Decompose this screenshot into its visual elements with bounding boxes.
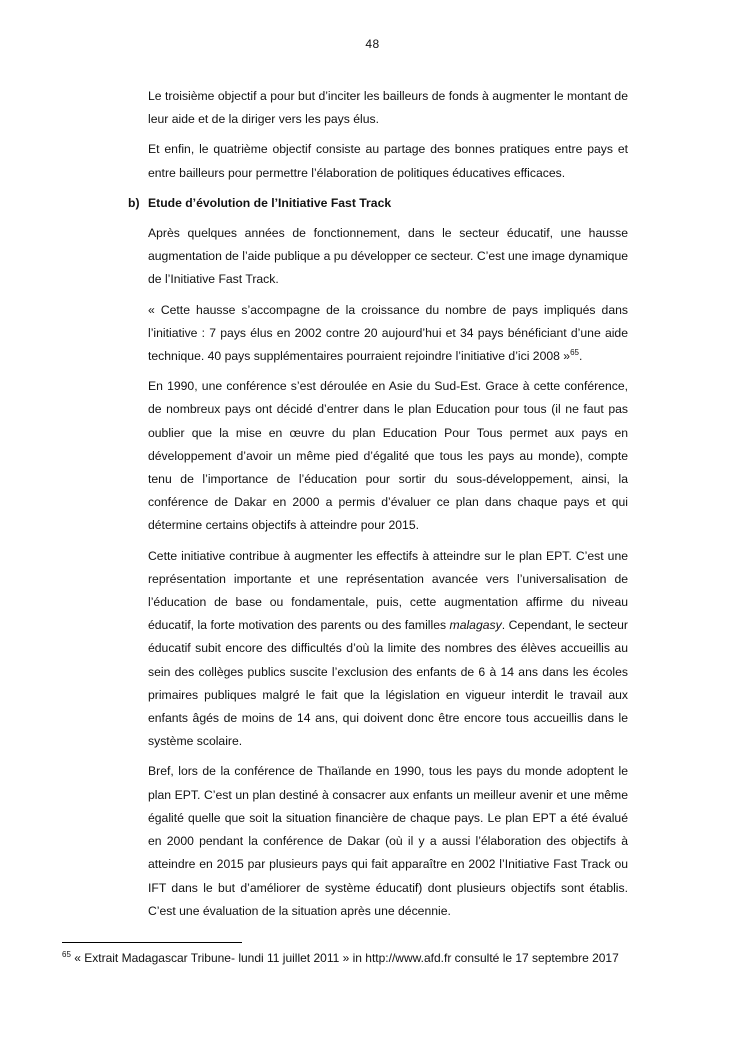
footnote-reference: 65	[570, 347, 579, 357]
initiative-text-start: Cette initiative contribue à augmenter les effectifs à atteindre sur le plan EPT. C’est une représentation importante et une représentation avancée vers l’universalisation de l’éducation de base ou fondamentale, puis, cette augmentation affirme du niveau éducatif, la forte motivation des parents ou des familles	[148, 548, 628, 633]
paragraph-evolution: Après quelques années de fonctionnement, dans le secteur éducatif, une hausse augmentation de l’aide publique a pu développer ce secteur. C’est une image dynamique de l’Initiative Fast Track.	[148, 226, 628, 287]
footnote	[62, 950, 682, 966]
paragraph-summary: Bref, lors de la conférence de Thaïlande en 1990, tous les pays du monde adoptent le plan EPT. C’est un plan destiné à consacrer aux enfants un meilleur avenir et une même égalité quelle que soit la situation financière de chaque pays. Le plan EPT a été évalué en 2000 pendant la conférence de Dakar (où il y a aussi l’élaboration des objectifs à atteindre en 2015 par plusieurs pays qui fait apparaître en 2002 l’Initiative Fast Track ou IFT dans le but d’améliorer de système éducatif) dont plusieurs objectifs sont établis. C’est une évaluation de la situation après une décennie.	[148, 764, 628, 918]
paragraph-third-objective: Le troisième objectif a pour but d’inciter les bailleurs de fonds à augmenter le montant de leur aide et de la diriger vers les pays élus.	[148, 89, 628, 127]
body-text	[128, 85, 628, 930]
paragraph-conference-1990: En 1990, une conférence s’est déroulée en Asie du Sud-Est. Grace à cette conférence, de nombreux pays ont décidé d’entrer dans le plan Education pour tous (il ne faut pas oublier que la mise en œuvre du plan Education Pour Tous permet aux pays en développement d’avoir un même pied d’égalité que tous les pays au monde), compte tenu de l’importance de l’éducation pour sortir du sous-développement, ainsi, la conférence de Dakar en 2000 a permis d’évaluer ce plan dans chaque pays et qui détermine certains objectifs à atteindre pour 2015.	[148, 379, 628, 533]
initiative-text-end: . Cependant, le secteur éducatif subit encore des difficultés d’où la limite des nombres des élèves accueillis au sein des collèges publics suscite l’exclusion des enfants de 6 à 14 ans dans les écoles primaires publiques malgré le fait que la législation en vigueur interdit le travail aux enfants âgés de moins de 14 ans, qui doivent donc être encore tous accueillis dans le système scolaire.	[148, 618, 628, 749]
quote-end: .	[578, 349, 583, 364]
footnote-number: 65	[62, 950, 71, 959]
footnote-divider	[62, 942, 242, 943]
quote-text: « Cette hausse s’accompagne de la croissance du nombre de pays impliqués dans l’initiative : 7 pays élus en 2002 contre 20 aujourd’hui et 34 pays bénéficiant d’une aide technique. 40 pays supplémentaires pourraient rejoindre l’initiative d’ici 2008 »	[148, 302, 628, 364]
initiative-emphasis: malagasy	[449, 618, 502, 633]
paragraph-quote	[148, 299, 628, 369]
section-heading	[128, 192, 628, 215]
section-title: Etude d’évolution de l’Initiative Fast Track	[148, 195, 392, 210]
paragraph-fourth-objective: Et enfin, le quatrième objectif consiste au partage des bonnes pratiques entre pays et entre bailleurs pour permettre l’élaboration de politiques éducatives efficaces.	[148, 142, 628, 180]
section-marker: b)	[128, 195, 140, 210]
footnote-text: « Extrait Madagascar Tribune- lundi 11 juillet 2011 » in http://www.afd.fr consulté le 17 septembre 2017	[70, 951, 619, 965]
paragraph-initiative	[148, 545, 628, 754]
page-number: 48	[365, 37, 380, 51]
